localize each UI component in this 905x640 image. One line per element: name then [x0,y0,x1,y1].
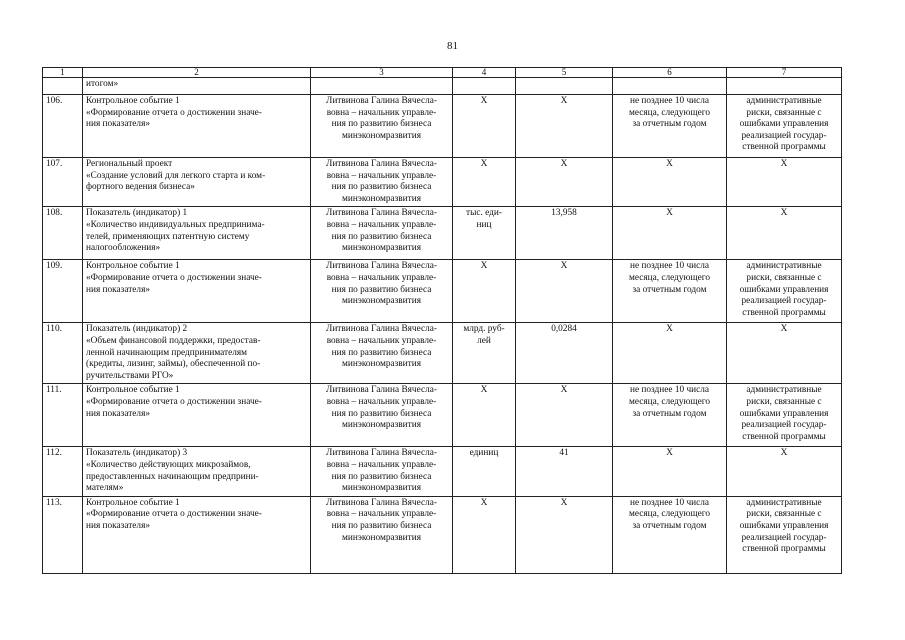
risk-cell: административные риски, связанные с ошибками управления реализацией государ- ственной программы [727,260,842,323]
responsible-cell: Литвинова Галина Вячесла- вовна – начальник управле- ния по развитию бизнеса минэкономразвития [311,384,453,447]
value-cell: Х [516,496,613,573]
unit-cell: единиц [453,447,516,496]
table-row [43,158,842,207]
event-name-cell: Контрольное событие 1 «Формирование отчета о достижении значе- ния показателя» [83,260,311,323]
unit-cell: Х [453,384,516,447]
responsible-cell [311,78,453,95]
risk-cell: административные риски, связанные с ошибками управления реализацией государ- ственной программы [727,384,842,447]
responsible-cell: Литвинова Галина Вячесла- вовна – начальник управле- ния по развитию бизнеса минэкономразвития [311,158,453,207]
unit-cell: Х [453,158,516,207]
deadline-cell: Х [613,207,727,260]
unit-cell [453,78,516,95]
row-number-cell: 106. [43,95,83,158]
unit-cell: тыс. еди- ниц [453,207,516,260]
deadline-cell: не позднее 10 числа месяца, следующего за отчетным годом [613,260,727,323]
unit-cell: Х [453,95,516,158]
table-row [43,95,842,158]
unit-cell: Х [453,260,516,323]
responsible-cell: Литвинова Галина Вячесла- вовна – начальник управле- ния по развитию бизнеса минэкономразвития [311,207,453,260]
header-cell: 3 [311,68,453,78]
value-cell: Х [516,384,613,447]
responsible-cell: Литвинова Галина Вячесла- вовна – начальник управле- ния по развитию бизнеса минэкономразвития [311,447,453,496]
header-cell: 1 [43,68,83,78]
value-cell: Х [516,158,613,207]
row-number-cell: 110. [43,323,83,384]
deadline-cell: Х [613,158,727,207]
event-name-cell: Контрольное событие 1 «Формирование отчета о достижении значе- ния показателя» [83,384,311,447]
header-cell: 5 [516,68,613,78]
row-number-cell: 108. [43,207,83,260]
table-row [43,260,842,323]
value-cell: 13,958 [516,207,613,260]
header-cell: 2 [83,68,311,78]
event-name-cell: Региональный проект «Создание условий для легкого старта и ком- фортного ведения бизнеса» [83,158,311,207]
row-number-cell: 111. [43,384,83,447]
row-number-cell: 109. [43,260,83,323]
unit-cell: Х [453,496,516,573]
risk-cell: административные риски, связанные с ошибками управления реализацией государ- ственной программы [727,95,842,158]
event-name-cell: Контрольное событие 1 «Формирование отчета о достижении значе- ния показателя» [83,496,311,573]
value-cell: 41 [516,447,613,496]
value-cell [516,78,613,95]
event-name-cell: Показатель (индикатор) 3 «Количество действующих микрозаймов, предоставленных начинающим предприни- мателям» [83,447,311,496]
plan-table [42,67,842,574]
responsible-cell: Литвинова Галина Вячесла- вовна – начальник управле- ния по развитию бизнеса минэкономразвития [311,323,453,384]
responsible-cell: Литвинова Галина Вячесла- вовна – начальник управле- ния по развитию бизнеса минэкономразвития [311,95,453,158]
table-row [43,207,842,260]
continuation-row [43,78,842,95]
risk-cell: административные риски, связанные с ошибками управления реализацией государ- ственной программы [727,496,842,573]
deadline-cell: не позднее 10 числа месяца, следующего за отчетным годом [613,496,727,573]
row-number-cell: 107. [43,158,83,207]
table-row [43,323,842,384]
deadline-cell: Х [613,447,727,496]
risk-cell: Х [727,323,842,384]
deadline-cell: не позднее 10 числа месяца, следующего за отчетным годом [613,95,727,158]
table-row [43,496,842,573]
deadline-cell: Х [613,323,727,384]
event-name-cell: итогом» [83,78,311,95]
row-number-cell: 113. [43,496,83,573]
risk-cell: Х [727,158,842,207]
event-name-cell: Показатель (индикатор) 2 «Объем финансовой поддержки, предостав- ленной начинающим предпринимателям (кредиты, лизинг, займы), обеспеченной по- ручительствами РГО» [83,323,311,384]
table-row [43,447,842,496]
risk-cell: Х [727,207,842,260]
deadline-cell [613,78,727,95]
value-cell: 0,0284 [516,323,613,384]
header-cell: 6 [613,68,727,78]
value-cell: Х [516,95,613,158]
table-row [43,384,842,447]
row-number-cell: 112. [43,447,83,496]
deadline-cell: не позднее 10 числа месяца, следующего за отчетным годом [613,384,727,447]
risk-cell [727,78,842,95]
unit-cell: млрд. руб- лей [453,323,516,384]
event-name-cell: Показатель (индикатор) 1 «Количество индивидуальных предпринима- телей, применяющих патентную систему налогообложения» [83,207,311,260]
row-number-cell [43,78,83,95]
page-number: 81 [447,40,458,52]
risk-cell: Х [727,447,842,496]
header-cell: 4 [453,68,516,78]
header-row [43,68,842,78]
responsible-cell: Литвинова Галина Вячесла- вовна – начальник управле- ния по развитию бизнеса минэкономразвития [311,260,453,323]
value-cell: Х [516,260,613,323]
event-name-cell: Контрольное событие 1 «Формирование отчета о достижении значе- ния показателя» [83,95,311,158]
responsible-cell: Литвинова Галина Вячесла- вовна – начальник управле- ния по развитию бизнеса минэкономразвития [311,496,453,573]
header-cell: 7 [727,68,842,78]
